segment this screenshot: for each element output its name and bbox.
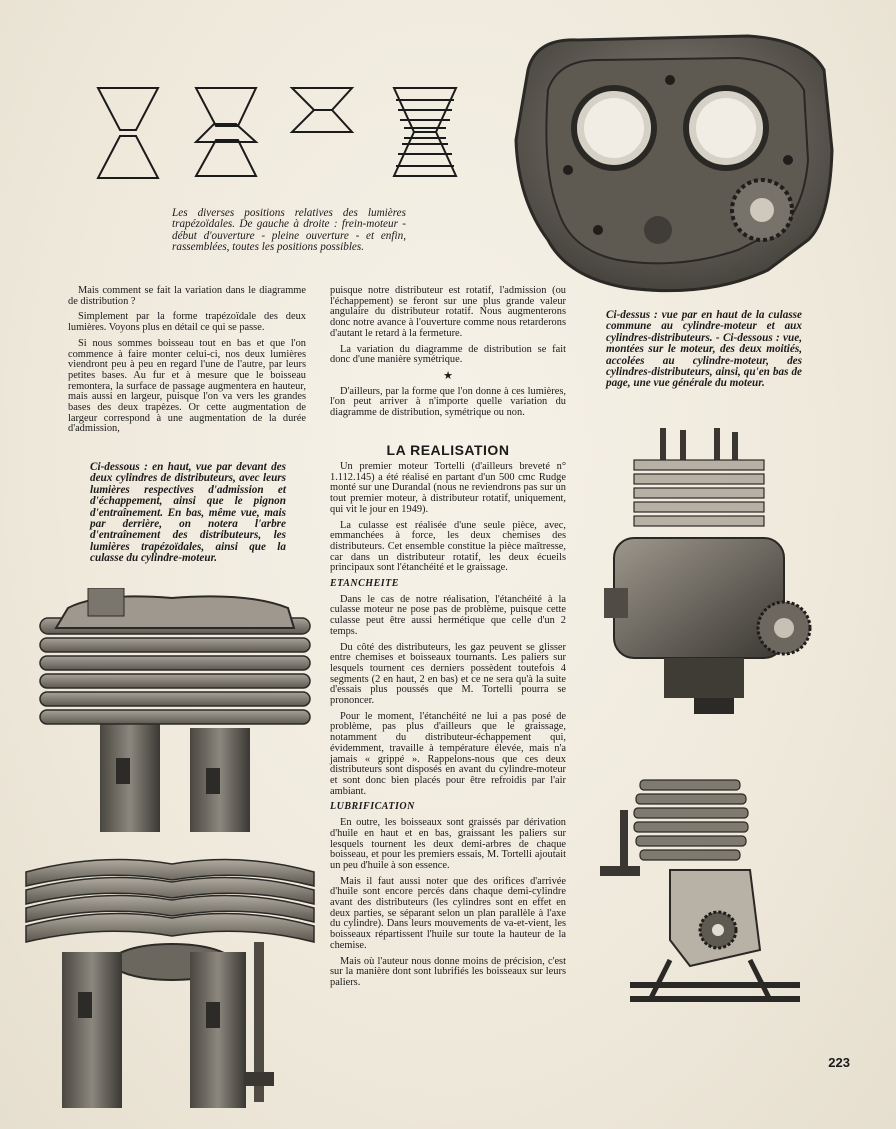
paragraph: Mais comment se fait la variation dans le diagramme de distribution ? bbox=[68, 285, 306, 307]
trapezoid-pair-2 bbox=[196, 88, 256, 142]
distributor-cylinders-front-photo bbox=[38, 588, 312, 838]
caption-right: Ci-dessus : vue par en haut de la culasse commune au cylindre-moteur et aux cylindres-distributeurs. - Ci-dessous : vue, montées sur le moteur, des deux moitiés, accolées au cylindre-moteur, des cylindres-distributeurs, ainsi, qu'en bas de page, une vue générale du moteur. bbox=[606, 309, 802, 390]
page-number: 223 bbox=[828, 1055, 850, 1070]
trapezoid-pair-1 bbox=[98, 88, 158, 178]
paragraph: puisque notre distributeur est rotatif, l'admission (ou l'échappement) se feront sur une plus grande valeur angulaire du distributeur rotatif. Nous augmenterons donc notre avance à l'ouverture comme nous retarderons d'autant le retard à la fermeture. bbox=[330, 285, 566, 339]
engine-mounted-photo bbox=[604, 428, 814, 720]
paragraph: D'ailleurs, par la forme que l'on donne à ces lumières, l'on peut arriver à n'importe quelle variation du diagramme de distribution, symétrique ou non. bbox=[330, 385, 566, 419]
text-column-2-body bbox=[330, 462, 566, 994]
subhead-lubrification: LUBRIFICATION bbox=[330, 801, 415, 813]
paragraph: Un premier moteur Tortelli (d'ailleurs breveté n° 1.112.145) a été réalisé en partant d'un 500 cmc Rudge monté sur une Durandal (nous ne reviendrons pas sur un tout premier moteur, à distributeur rotatif, uniquement, qui vit le jour en 1949). bbox=[330, 461, 566, 515]
paragraph: Si nous sommes boisseau tout en bas et que l'on commence à faire monter celui-ci, nos deux lumières viendront peu à peu en regard l'une de l'autre, par leurs petites bases. Au fur et à mesure que le boisseau remontera, la surface de passage augmentera en hauteur, mais aussi en largeur, puisque l'on va vers les grandes bases des deux trapèzes. Or cette augmentation de largeur correspond à une augmentation de la durée d'admission, bbox=[68, 337, 306, 435]
figure-caption: Les diverses positions relatives des lumières trapézoïdales. De gauche à droite : frein-moteur - début d'ouverture - pleine ouverture - et enfin, rassemblées, toutes les positions possibles. bbox=[172, 207, 406, 254]
star-separator: ★ bbox=[443, 369, 453, 382]
paragraph: Dans le cas de notre réalisation, l'étanchéité à la culasse moteur ne pose pas de problème, puisque cette culasse peut être aussi hermétique que celle d'un 2 temps. bbox=[330, 593, 566, 637]
cylinder-head-photo bbox=[508, 30, 836, 298]
paragraph: En outre, les boisseaux sont graissés par dérivation d'huile en haut et en bas, graissant les paliers sur lesquels tournent les deux demi-arbres de chaque boisseau, et pour les premiers essais, M. Tortelli ajoutait un peu d'huile à son essence. bbox=[330, 817, 566, 871]
paragraph: La variation du diagramme de distribution se fait donc d'une manière symétrique. bbox=[330, 343, 566, 366]
distributor-cylinders-rear-photo bbox=[22, 852, 318, 1114]
trapezoid-pair-4 bbox=[394, 88, 456, 176]
paragraph: Pour le moment, l'étanchéité ne lui a pas posé de problème, pas plus d'ailleurs que le graissage, notamment du distributeur-échappement qui, évidemment, travaille à température élevée, mais n'a jamais « grippé ». Rappelons-nous que ces deux distributeurs sont disposés en avant du cylindre-moteur et sont donc bien placés pour être refroidis par l'air ambiant. bbox=[330, 710, 566, 797]
section-title: LA REALISATION bbox=[386, 442, 510, 458]
paragraph: Mais où l'auteur nous donne moins de précision, c'est sur la manière dont sont lubrifiés les boisseaux sur leurs paliers. bbox=[330, 955, 566, 988]
paragraph: Du côté des distributeurs, les gaz peuvent se glisser entre chemises et boisseaux tournants. Les paliers sur lesquels tournent ces derniers possèdent toutefois 4 segments (2 en haut, 2 en bas) et ce ne sera qu'à la suite d'essais plus poussés que M. Tortelli pourra se prononcer. bbox=[330, 641, 566, 707]
paragraph: Simplement par la forme trapézoïdale des deux lumières. Voyons plus en détail ce qui se passe. bbox=[68, 311, 306, 334]
subhead-etancheite: ETANCHEITE bbox=[330, 578, 399, 590]
trapezoid-diagram bbox=[92, 82, 472, 186]
caption-left: Ci-dessous : en haut, vue par devant des deux cylindres de distributeurs, avec leurs lumières respectives d'admission et d'échappement, ainsi que le pignon d'entraînement. En bas, même vue, mais par derrière, on notera l'arbre d'entraînement des distributeurs, les lumières trapézoïdales, ainsi que la culasse du cylindre-moteur. bbox=[90, 461, 286, 565]
text-column-2 bbox=[330, 286, 566, 424]
paragraph: La culasse est réalisée d'une seule pièce, avec, emmanchées à force, les deux chemises des distributeurs. Cet ensemble constitue la pièce maîtresse, car dans un distributeur rotatif, les deux écueils principaux sont l'étanchéité et le graissage. bbox=[330, 519, 566, 574]
paragraph: Mais il faut aussi noter que des orifices d'arrivée d'huile sont encore percés dans chaque demi-cylindre avant des distributeurs (les cylindres sont en effet en deux parties, se séparant selon un plan parallèle à l'axe du cylindre). Dans leurs mouvements de va-et-vient, les boisseaux répartissent l'huile sur toute la hauteur de la chemise. bbox=[330, 875, 566, 951]
trapezoid-pair-3 bbox=[292, 88, 352, 132]
engine-general-view-photo bbox=[600, 770, 806, 1014]
text-column-1 bbox=[68, 286, 306, 440]
